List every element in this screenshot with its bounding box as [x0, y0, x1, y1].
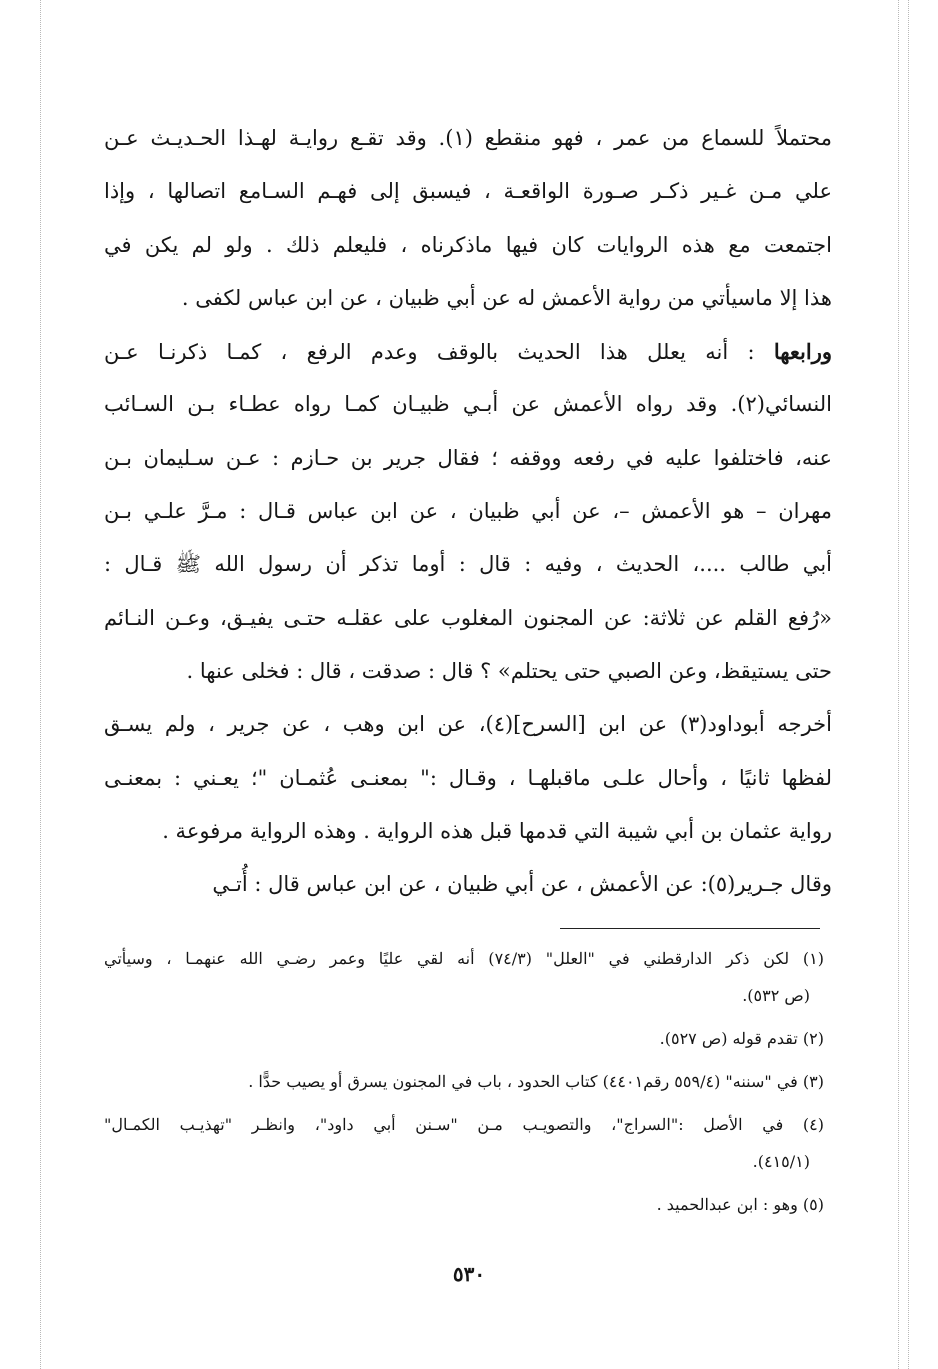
body-line	[104, 645, 832, 698]
footnote-separator	[560, 928, 820, 929]
body-line	[104, 112, 832, 165]
footnote	[104, 1063, 824, 1100]
page-margin-line-right-outer	[908, 0, 909, 1369]
footnote-line: (٤١٥/١).	[752, 1152, 810, 1171]
footnotes-block	[104, 940, 824, 1229]
body-line-text: أخرجه أبوداود(٣) عن ابن [السرح](٤)، عن ابن وهب ، عن جرير ، ولم يسـق	[104, 712, 832, 737]
footnote	[104, 1106, 824, 1180]
main-text-block	[104, 112, 832, 911]
body-line-text: محتملاً للسماع من عمر ، فهو منقطع (١). وقد تقـع روايـة لهـذا الحـديـث عـن	[104, 126, 832, 150]
body-line-text: عنه، فاختلفوا عليه في رفعه ووقفه ؛ فقال جرير بن حـازم : عـن سـليمان بـن	[104, 445, 832, 470]
body-line	[104, 272, 832, 325]
body-line-text: وقال جـرير(٥): عن الأعمش ، عن أبي ظبيان ، عن ابن عباس قال : أُتـي	[212, 872, 832, 897]
body-line-text: اجتمعت مع هذه الروايات كان فيها ماذكرناه ، فليعلم ذلك . ولو لم يكن في	[104, 232, 832, 257]
body-line	[104, 325, 832, 378]
page-number: ٥٣٠	[452, 1262, 486, 1286]
footnote-line: (١) لكن ذكر الدارقطني في "العلل" (٧٤/٣) أنه لقي عليًا وعمر رضـي الله عنهمـا ، وسيأتي	[104, 949, 824, 968]
body-line	[104, 165, 832, 218]
footnote-line: (٢) تقدم قوله (ص ٥٢٧).	[659, 1029, 824, 1048]
footnote-line: (ص ٥٣٢).	[742, 986, 810, 1005]
body-paragraphs	[104, 112, 832, 911]
body-line	[104, 698, 832, 751]
footnote	[104, 1186, 824, 1223]
footnote	[104, 940, 824, 1014]
body-line-text: هذا إلا ماسيأتي من رواية الأعمش له عن أبي ظبيان ، عن ابن عباس لكفى .	[181, 285, 832, 310]
body-line-text: النسائي(٢). وقد رواه الأعمش عن أبـي ظبيـان كمـا رواه عطـاء بـن السـائب	[104, 392, 832, 417]
body-line-text: رواية عثمان بن أبي شيبة التي قدمها قبل هذه الرواية . وهذه الرواية مرفوعة .	[162, 818, 832, 843]
body-line-text: مهران – هو الأعمش –، عن أبي ظبيان ، عن ابن عباس قـال : مـرَّ علـي بـن	[104, 499, 832, 524]
body-line	[104, 219, 832, 272]
body-line-text: أبي طالب ....، الحديث ، وفيه : قال : أوما تذكر أن رسول الله ﷺ قـال :	[104, 552, 832, 577]
body-line	[104, 858, 832, 911]
body-line	[104, 378, 832, 431]
footnote	[104, 1020, 824, 1057]
section-heading-word: ورابعها	[773, 339, 832, 365]
body-line-text: : أنه يعلل هذا الحديث بالوقف وعدم الرفع ، كمـا ذكرنـا عـن	[104, 340, 755, 365]
body-line	[104, 752, 832, 805]
footnote-line: (٤) في الأصل :"السراج"، والتصويـب مـن "سـنن أبي داود"، وانظـر "تهذيـب الكمـال"	[104, 1115, 824, 1134]
page-margin-line-right	[898, 0, 899, 1369]
body-line-text: حتى يستيقظ، وعن الصبي حتى يحتلم» ؟ قال : صدقت ، قال : فخلى عنها .	[186, 658, 832, 683]
body-line	[104, 805, 832, 858]
body-line	[104, 432, 832, 485]
body-line-text: لفظها ثانيًا ، وأحال علـى ماقبلهـا ، وقـال :" بمعنـى عُثمـان "؛ يعـني : بمعنـى	[104, 765, 832, 790]
page-margin-line-left	[40, 0, 41, 1369]
body-line	[104, 485, 832, 538]
footnote-line: (٥) وهو : ابن عبدالحميد .	[656, 1195, 824, 1214]
body-line	[104, 538, 832, 591]
footnote-line: (٣) في "سننه" (٥٥٩/٤ رقم٤٤٠١) كتاب الحدود ، باب في المجنون يسرق أو يصيب حدًّا .	[248, 1072, 824, 1091]
body-line	[104, 592, 832, 645]
body-line-text: «رُفع القلم عن ثلاثة: عن المجنون المغلوب على عقلـه حتـى يفيـق، وعـن النـائم	[104, 605, 832, 630]
body-line-text: علي مـن غـير ذكـر صـورة الواقعـة ، فيسبق إلى فهـم السـامع اتصالها ، وإذا	[104, 179, 832, 204]
